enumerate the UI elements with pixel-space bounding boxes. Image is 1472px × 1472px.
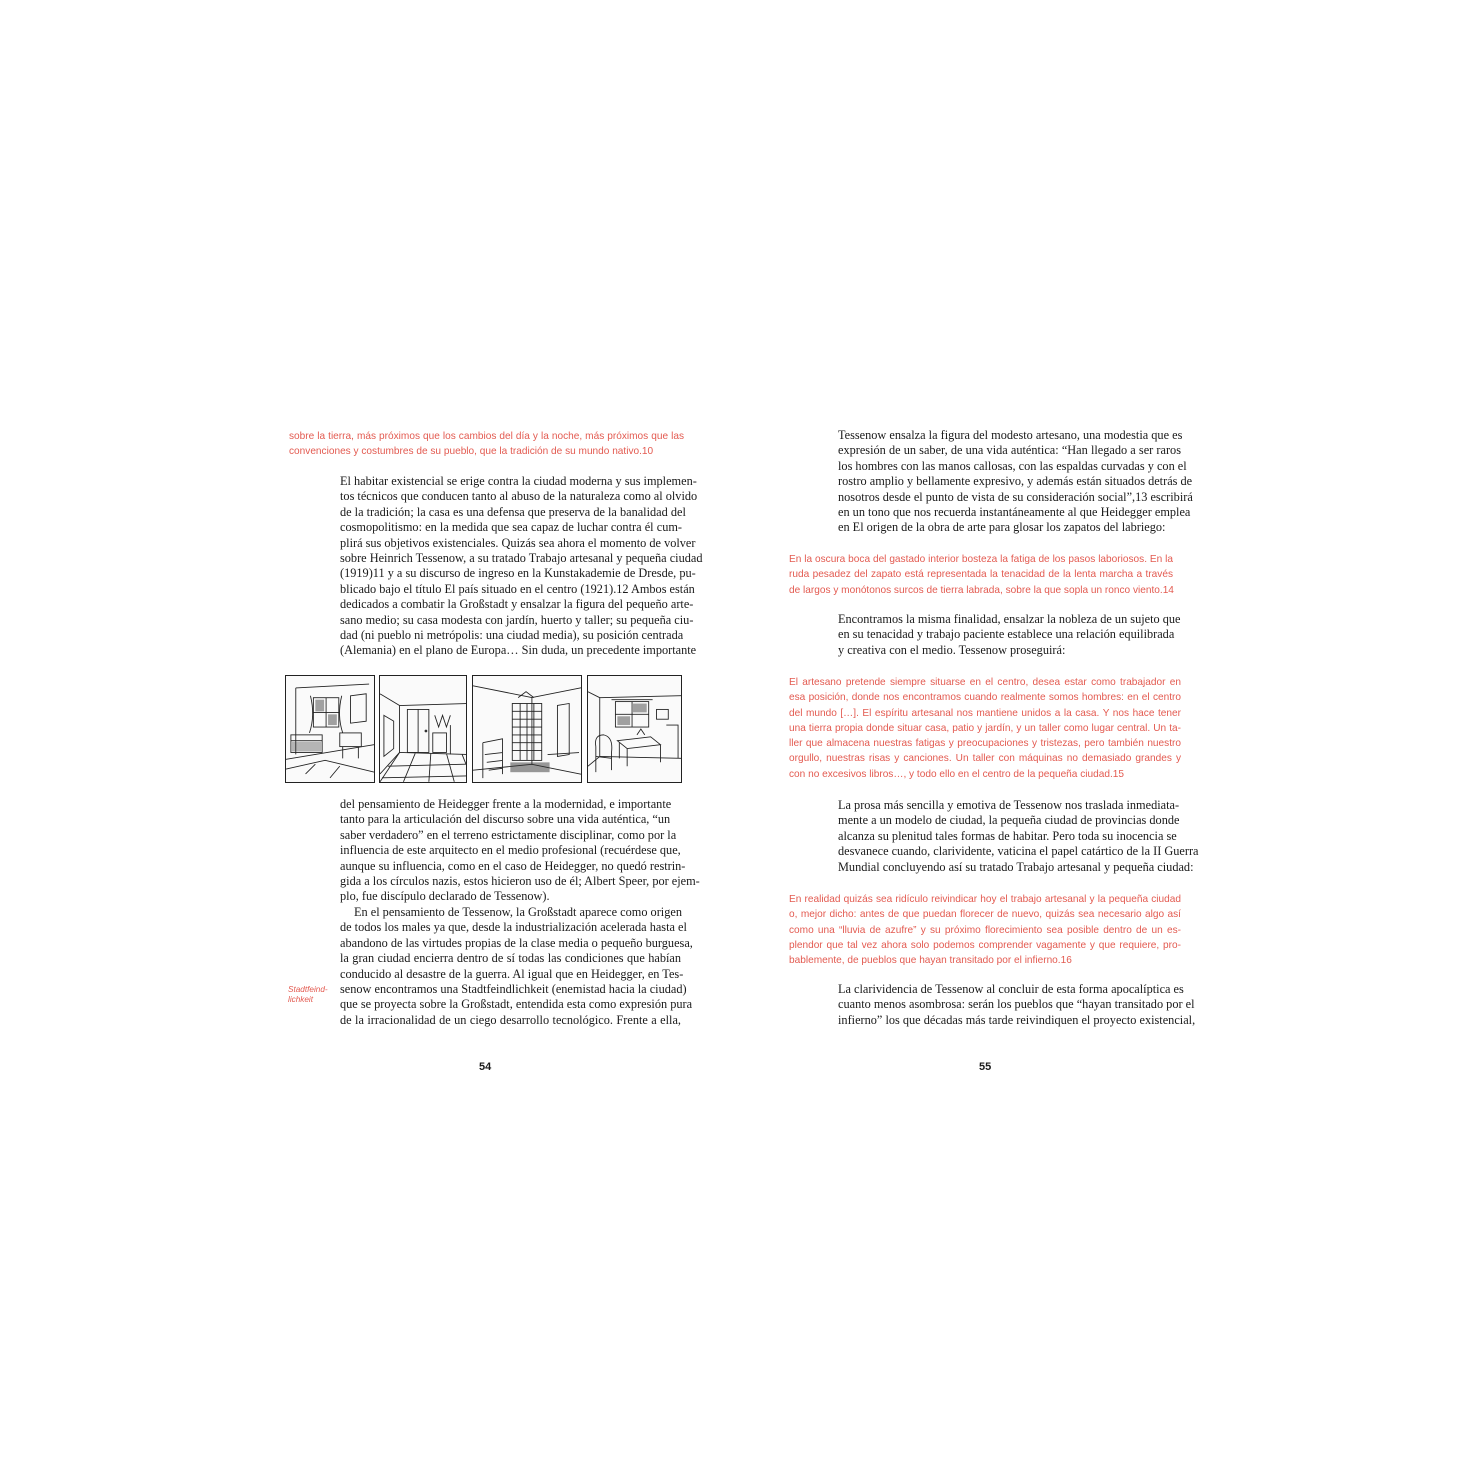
page-number-right: 55 bbox=[979, 1061, 992, 1073]
text-line: los hombres con las manos callosas, con las espaldas curvadas y con el bbox=[838, 458, 1187, 473]
paragraph-artesano bbox=[838, 428, 1193, 536]
text-line: de la irracionalidad de un ciego desarrollo tecnológico. Frente a ella, bbox=[340, 1012, 681, 1027]
paragraph-heidegger bbox=[340, 797, 700, 905]
sketch-dining-room bbox=[587, 675, 682, 783]
quote-line: con no excesivos libros…, y todo ello en el centro de la pequeña ciudad.15 bbox=[789, 768, 1124, 780]
text-line: abandono de las virtudes propias de la clase media o pequeño burguesa, bbox=[340, 935, 693, 950]
text-line: mente a un modelo de ciudad, la pequeña ciudad de provincias donde bbox=[838, 813, 1180, 828]
quote-top bbox=[289, 429, 684, 460]
margin-note-stadtfeindlichkeit bbox=[288, 985, 328, 1005]
text-line: sano medio; su casa modesta con jardín, huerto y taller; su pequeña ciu- bbox=[340, 612, 694, 627]
text-line: del pensamiento de Heidegger frente a la modernidad, e importante bbox=[340, 797, 672, 811]
text-line: y creativa con el medio. Tessenow proseguirá: bbox=[838, 642, 1066, 657]
text-line: blicado bajo el título El país situado en el centro (1921).12 Ambos están bbox=[340, 581, 695, 596]
text-line: en un tono que nos recuerda instantáneamente al que Heidegger emplea bbox=[838, 505, 1191, 520]
text-line: tanto para la articulación del discurso sobre una vida auténtica, “un bbox=[340, 812, 671, 827]
living-room-drawing bbox=[286, 676, 374, 782]
paragraph-grossstadt bbox=[340, 905, 693, 1028]
text-line: gida a los círculos nazis, estos hicieron uso de él; Albert Speer, por ejem- bbox=[340, 874, 700, 889]
quote-line: plendor que tal vez ahora solo podemos comprender vagamente y que requiere, pro- bbox=[789, 939, 1181, 951]
text-line: plirá sus objetivos existenciales. Quizás sea ahora el momento de volver bbox=[340, 535, 696, 550]
text-line: En el pensamiento de Tessenow, la Großstadt aparece como origen bbox=[354, 905, 682, 919]
quote-line: En la oscura boca del gastado interior bosteza la fatiga de los pasos laboriosos. En la bbox=[789, 554, 1173, 565]
text-line: de todos los males ya que, desde la industrialización acelerada hasta el bbox=[340, 920, 687, 935]
quote-artesano-centro bbox=[789, 675, 1181, 782]
paragraph-prosa bbox=[838, 798, 1199, 875]
dining-room-drawing bbox=[588, 676, 681, 782]
quote-line: En realidad quizás sea ridículo reivindicar hoy el trabajo artesanal y la pequeña ciudad bbox=[789, 894, 1181, 905]
text-line: plo, fue discípulo declarado de Tessenow). bbox=[340, 889, 550, 904]
paragraph-habitar bbox=[340, 474, 703, 659]
text-line: Encontramos la misma finalidad, ensalzar la nobleza de un sujeto que bbox=[838, 612, 1181, 626]
quote-line: una tierra propia donde situar casa, patio y jardín, y un taller como lugar central. Un ta- bbox=[789, 722, 1181, 734]
quote-line: ruda pesadez del zapato está representada la tenacidad de la lenta marcha a través bbox=[789, 569, 1173, 581]
text-line: en su tenacidad y trabajo paciente establece una relación equilibrada bbox=[838, 627, 1175, 642]
text-line: influencia de este arquitecto en el medio profesional (recuérdese que, bbox=[340, 843, 681, 858]
quote-line: como una “lluvia de azufre” y su próximo florecimiento sea posible dentro de un es- bbox=[789, 924, 1181, 936]
text-line: desvanece cuando, clarividente, vaticina el papel catártico de la II Guerra bbox=[838, 844, 1199, 859]
text-line: La prosa más sencilla y emotiva de Tessenow nos traslada inmediata- bbox=[838, 798, 1180, 812]
quote-line: bablemente, de pueblos que hayan transitado por el infierno.16 bbox=[789, 955, 1072, 967]
text-line: la gran ciudad encierra dentro de sí todas las condiciones que habían bbox=[340, 951, 681, 966]
margin-note-line: lichkeit bbox=[288, 995, 314, 1004]
text-line: El habitar existencial se erige contra la ciudad moderna y sus implemen- bbox=[340, 474, 697, 488]
text-line: Tessenow ensalza la figura del modesto artesano, una modestia que es bbox=[838, 428, 1183, 442]
quote-line: de largos y monótonos surcos de tierra labrada, sobre la que sopla un ronco viento.14 bbox=[789, 584, 1174, 596]
text-line: en El origen de la obra de arte para glosar los zapatos del labriego: bbox=[838, 520, 1166, 535]
quote-line: ller que almacena nuestras fatigas y preocupaciones y tristezas, pero también nuestro bbox=[789, 738, 1181, 750]
interior-sketches-figure bbox=[285, 675, 682, 784]
text-line: saber verdadero” en el terreno estrictamente disciplinar, como por la bbox=[340, 827, 677, 842]
text-line: dedicados a combatir la Großstadt y ensalzar la figura del pequeño arte- bbox=[340, 597, 694, 612]
quote-zapatos bbox=[789, 552, 1173, 598]
text-line: nosotros desde el punto de vista de su consideración social”,13 escribirá bbox=[838, 489, 1193, 504]
text-line: sobre Heinrich Tessenow, a su tratado Trabajo artesanal y pequeña ciudad bbox=[340, 551, 703, 566]
sketch-stove-room bbox=[472, 675, 582, 783]
quote-line: esa posición, donde nos encontramos cuando realmente somos hombres: en el centro bbox=[789, 692, 1181, 704]
quote-line: o, mejor dicho: antes de que puedan florecer de nuevo, quizás sea necesario algo así bbox=[789, 909, 1181, 921]
text-line: conducido al desastre de la guerra. Al igual que en Heidegger, en Tes- bbox=[340, 966, 684, 981]
text-line: senow encontramos una Stadtfeindlichkeit (enemistad hacia la ciudad) bbox=[340, 982, 687, 997]
text-line: tos técnicos que conducen tanto al abuso de la naturaleza como al olvido bbox=[340, 489, 698, 504]
text-line: dad (ni pueblo ni metrópolis: una ciudad media), su posición centrada bbox=[340, 628, 684, 643]
sketch-entrance-hall bbox=[379, 675, 467, 783]
text-line: aunque su influencia, como en el caso de Heidegger, no quedó restrin- bbox=[340, 858, 686, 873]
text-line: Mundial concluyendo así su tratado Trabajo artesanal y pequeña ciudad: bbox=[838, 859, 1194, 874]
text-line: alcanza su plenitud tales formas de habitar. Pero toda su inocencia se bbox=[838, 828, 1177, 843]
quote-line: del mundo […]. El espíritu artesanal nos mantiene unidos a la casa. Y nos hace tener bbox=[789, 707, 1181, 719]
text-line: infierno” los que décadas más tarde reivindiquen el proyecto existencial, bbox=[838, 1012, 1196, 1027]
paragraph-clarividencia bbox=[838, 982, 1196, 1028]
sketch-living-room bbox=[285, 675, 375, 783]
text-line: La clarividencia de Tessenow al concluir de esta forma apocalíptica es bbox=[838, 982, 1184, 996]
entrance-hall-drawing bbox=[380, 676, 466, 782]
quote-line: convenciones y costumbres de su pueblo, que la tradición de su mundo nativo.10 bbox=[289, 446, 654, 458]
stove-room-drawing bbox=[473, 676, 581, 782]
text-line: rostro amplio y bellamente expresivo, y además están situados detrás de bbox=[838, 474, 1193, 489]
page-number-left: 54 bbox=[479, 1061, 492, 1073]
text-line: que se proyecta sobre la Großstadt, entendida esta como expresión pura bbox=[340, 997, 693, 1012]
quote-line: El artesano pretende siempre situarse en el centro, desea estar como trabajador en bbox=[789, 677, 1181, 688]
paragraph-finalidad bbox=[838, 612, 1181, 658]
text-line: (Alemania) en el plano de Europa… Sin duda, un precedente importante bbox=[340, 643, 697, 658]
quote-line: sobre la tierra, más próximos que los cambios del día y la noche, más próximos que las bbox=[289, 431, 684, 442]
text-line: de la tradición; la casa es una defensa que preserva de la banalidad del bbox=[340, 504, 686, 519]
margin-note-line: Stadtfeind- bbox=[288, 985, 328, 994]
text-line: expresión de un saber, de una vida auténtica: “Han llegado a ser raros bbox=[838, 443, 1181, 458]
text-line: cuanto menos asombrosa: serán los pueblos que “hayan transitado por el bbox=[838, 997, 1195, 1012]
text-line: (1919)11 y a su discurso de ingreso en la Kunstakademie de Dresde, pu- bbox=[340, 566, 696, 581]
quote-lluvia-azufre bbox=[789, 892, 1181, 968]
text-line: cosmopolitismo: en la medida que sea capaz de luchar contra él cum- bbox=[340, 520, 682, 535]
quote-line: orgullo, nuestras risas y canciones. Un taller con máquinas no demasiado grandes y bbox=[789, 753, 1181, 765]
